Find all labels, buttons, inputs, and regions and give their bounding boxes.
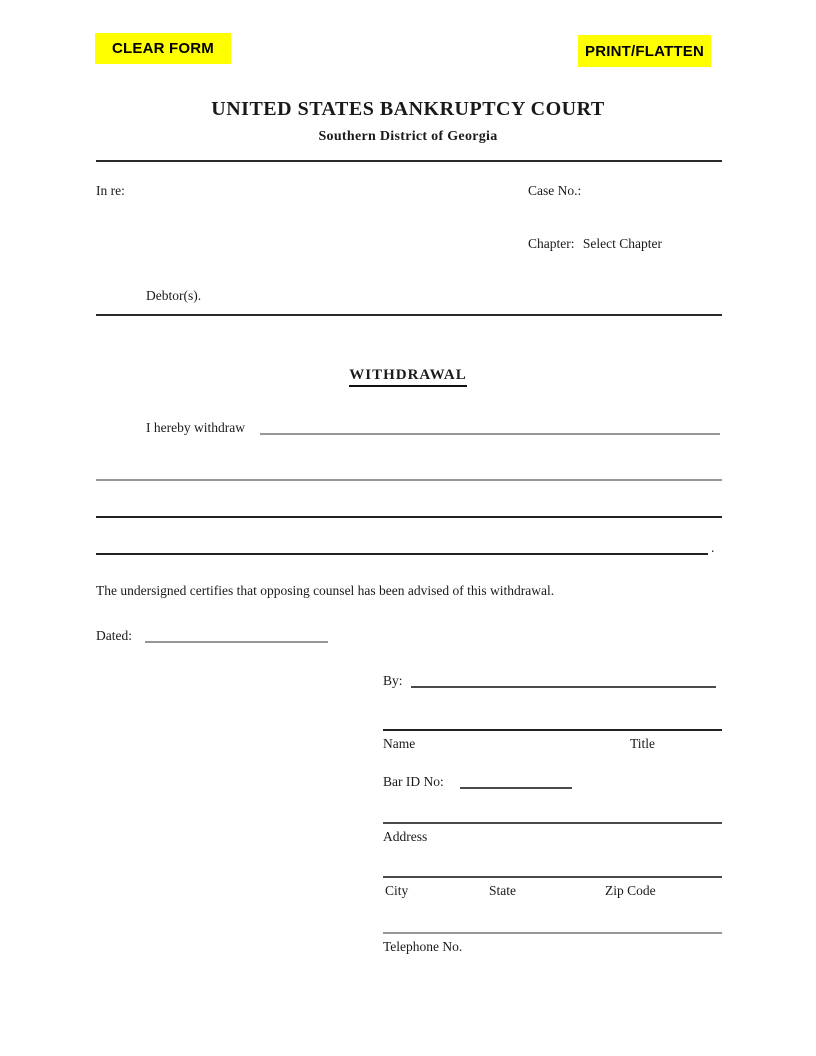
- by-field-line[interactable]: [411, 670, 716, 688]
- debtors-label: Debtor(s).: [146, 288, 202, 303]
- withdraw-trailing-period: .: [711, 540, 715, 555]
- print-flatten-button[interactable]: PRINT/FLATTEN: [578, 35, 711, 67]
- withdraw-field-line-1[interactable]: [260, 416, 720, 435]
- bar-id-label: Bar ID No:: [383, 774, 444, 789]
- caption-bottom-rule: [96, 314, 722, 316]
- state-label: State: [489, 883, 516, 898]
- withdraw-field-line-4[interactable]: [96, 536, 708, 555]
- district-subtitle: Southern District of Georgia: [318, 129, 498, 144]
- chapter-row: [528, 236, 662, 252]
- court-title: UNITED STATES BANKRUPTCY COURT: [211, 98, 605, 120]
- zip-label: Zip Code: [605, 883, 656, 898]
- chapter-label: Chapter:: [528, 236, 575, 251]
- name-title-field-line[interactable]: [383, 712, 722, 731]
- clear-form-button[interactable]: CLEAR FORM: [95, 33, 231, 64]
- name-label: Name: [383, 736, 416, 751]
- telephone-label: Telephone No.: [383, 939, 463, 954]
- withdraw-field-line-2[interactable]: [96, 462, 722, 481]
- case-no-label: Case No.:: [528, 183, 582, 198]
- city-field-line[interactable]: [383, 859, 722, 878]
- by-label: By:: [383, 673, 403, 688]
- section-title-withdrawal: WITHDRAWAL: [349, 367, 467, 387]
- caption-top-rule: [96, 160, 722, 162]
- in-re-label: In re:: [96, 183, 125, 198]
- city-label: City: [385, 883, 409, 898]
- address-field-line[interactable]: [383, 805, 722, 824]
- address-label: Address: [383, 829, 428, 844]
- certification-text: The undersigned certifies that opposing counsel has been advised of this withdrawal.: [96, 583, 555, 598]
- section-title-row: [0, 366, 816, 387]
- telephone-field-line[interactable]: [383, 915, 722, 934]
- dated-field-line[interactable]: [145, 625, 328, 643]
- withdraw-lead-text: I hereby withdraw: [146, 420, 245, 435]
- chapter-select[interactable]: Select Chapter: [582, 236, 662, 251]
- bar-id-field-line[interactable]: [460, 771, 572, 789]
- withdraw-field-line-3[interactable]: [96, 499, 722, 518]
- dated-label: Dated:: [96, 628, 132, 643]
- title-label: Title: [630, 736, 656, 751]
